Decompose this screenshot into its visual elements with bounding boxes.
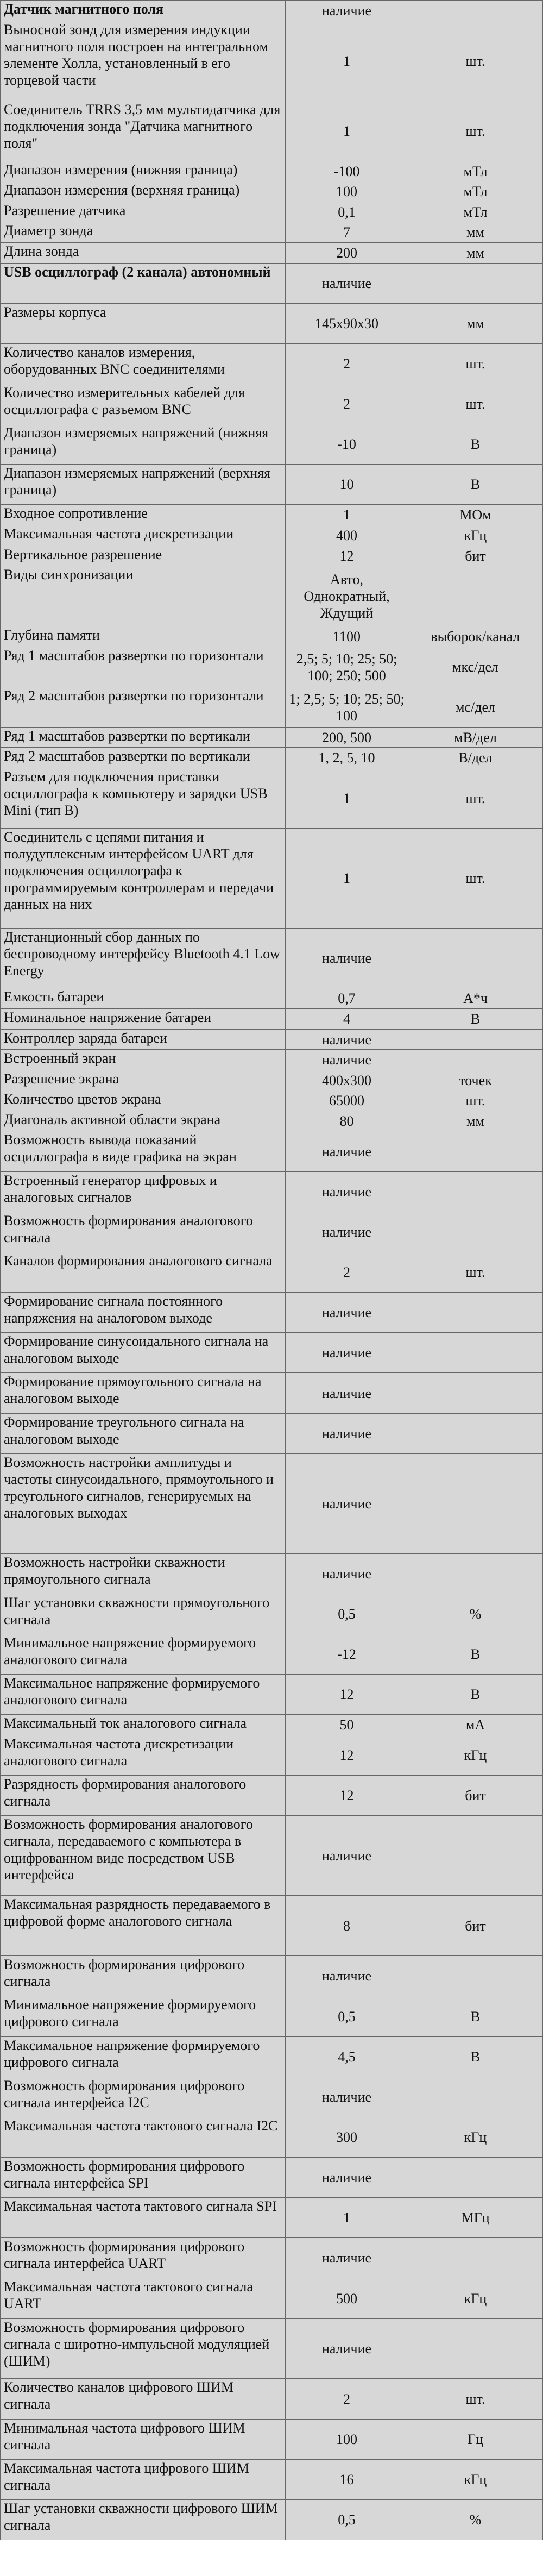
param-unit-cell [408,264,543,304]
spec-row [1,1111,543,1131]
param-unit-cell [408,1030,543,1050]
param-unit-cell [408,1172,543,1212]
spec-row [1,546,543,566]
spec-row [1,1293,543,1333]
spec-row [1,525,543,546]
param-unit-cell: мА [408,1715,543,1735]
param-name-cell: Возможность формирования цифрового сигнала интерфейса I2C [1,2077,286,2117]
spec-row [1,2420,543,2460]
param-unit-cell [408,1333,543,1373]
param-name-cell: Длина зонда [1,243,286,264]
param-name-cell: Возможность вывода показаний осциллографа в виде графика на экран [1,1131,286,1172]
param-value-cell: наличие [286,1030,408,1050]
section-row [1,264,543,304]
param-value-cell: 10 [286,465,408,505]
param-unit-cell [408,2077,543,2117]
spec-row [1,1050,543,1070]
param-name-cell: Максимальное напряжение формируемого цифрового сигнала [1,2037,286,2077]
param-value-cell: 1 [286,505,408,525]
param-name-cell: Максимальная частота дискретизации [1,525,286,546]
param-value-cell: 50 [286,1715,408,1735]
param-name-cell: Диаметр зонда [1,222,286,243]
param-name-cell: Минимальная частота цифрового ШИМ сигнала [1,2420,286,2460]
param-name-cell: Размеры корпуса [1,304,286,344]
spec-row [1,2198,543,2238]
param-value-cell: наличие [286,1373,408,1414]
param-name-cell: Количество измерительных кабелей для осциллографа с разъемом BNC [1,384,286,424]
spec-row [1,2077,543,2117]
param-value-cell: -10 [286,424,408,465]
param-name-cell: Максимальная частота тактового сигнала UART [1,2278,286,2319]
param-unit-cell [408,566,543,626]
param-value-cell: наличие [286,929,408,988]
param-name-cell: Глубина памяти [1,626,286,647]
spec-row [1,1030,543,1050]
spec-row [1,1735,543,1776]
param-value-cell: 500 [286,2278,408,2319]
param-unit-cell: бит [408,1776,543,1816]
param-name-cell: Ряд 1 масштабов развертки по горизонтали [1,647,286,687]
param-value-cell: 0,5 [286,1594,408,1634]
param-unit-cell: В [408,1675,543,1715]
spec-row [1,1554,543,1594]
param-unit-cell: шт. [408,1090,543,1111]
spec-row [1,1996,543,2037]
param-value-cell: наличие [286,2238,408,2278]
param-unit-cell: мм [408,243,543,264]
param-value-cell: 0,5 [286,1996,408,2037]
param-value-cell: наличие [286,1414,408,1454]
param-unit-cell: МГц [408,2198,543,2238]
param-unit-cell: шт. [408,2379,543,2420]
param-name-cell: Шаг установки скважности прямоугольного сигнала [1,1594,286,1634]
param-unit-cell: мВ/дел [408,728,543,748]
spec-row [1,1956,543,1996]
param-name-cell: Выносной зонд для измерения индукции магнитного поля построен на интегральном элементе Холла, установленный в его торцевой части [1,21,286,101]
param-value-cell: наличие [286,1554,408,1594]
param-name-cell: Встроенный экран [1,1050,286,1070]
param-value-cell: 12 [286,1735,408,1776]
spec-row [1,768,543,829]
param-unit-cell: В [408,465,543,505]
param-unit-cell: кГц [408,525,543,546]
param-value-cell: наличие [286,1816,408,1896]
spec-row [1,101,543,161]
spec-row [1,344,543,384]
param-name-cell: Формирование прямоугольного сигнала на аналоговом выходе [1,1373,286,1414]
spec-row [1,728,543,748]
param-value-cell: 2 [286,344,408,384]
spec-row [1,1070,543,1090]
spec-row [1,465,543,505]
param-name-cell: Возможность формирования цифрового сигнала интерфейса UART [1,2238,286,2278]
param-value-cell: наличие [286,1212,408,1252]
param-unit-cell: кГц [408,2278,543,2319]
param-unit-cell: В [408,424,543,465]
param-value-cell: 100 [286,181,408,202]
param-value-cell: 400х300 [286,1070,408,1090]
param-value-cell: наличие [286,2077,408,2117]
param-value-cell: наличие [286,1956,408,1996]
param-unit-cell: мТл [408,161,543,181]
param-unit-cell: В [408,1996,543,2037]
param-value-cell: 2 [286,2379,408,2420]
param-unit-cell: мТл [408,202,543,222]
param-unit-cell: кГц [408,2117,543,2158]
param-unit-cell [408,1131,543,1172]
spec-row [1,1594,543,1634]
param-unit-cell [408,1454,543,1554]
param-name-cell: Минимальное напряжение формируемого аналогового сигнала [1,1634,286,1675]
param-unit-cell: мс/дел [408,687,543,728]
spec-row [1,2158,543,2198]
spec-row [1,929,543,988]
param-value-cell: 8 [286,1896,408,1956]
param-name-cell: Диапазон измерения (нижняя граница) [1,161,286,181]
param-value-cell: -12 [286,1634,408,1675]
param-value-cell: 4,5 [286,2037,408,2077]
spec-row [1,1816,543,1896]
param-name-cell: Формирование синусоидального сигнала на аналоговом выходе [1,1333,286,1373]
param-name-cell: Разъем для подключения приставки осциллографа к компьютеру и зарядки USB Mini (тип B) [1,768,286,829]
param-value-cell: наличие [286,1333,408,1373]
spec-row [1,1634,543,1675]
spec-row [1,1454,543,1554]
param-unit-cell [408,1,543,21]
spec-row [1,1776,543,1816]
param-value-cell: 1 [286,101,408,161]
spec-row [1,1715,543,1735]
param-unit-cell: А*ч [408,988,543,1009]
param-value-cell: 12 [286,1776,408,1816]
param-value-cell: 2,5; 5; 10; 25; 50; 100; 250; 500 [286,647,408,687]
param-name-cell: Виды синхронизации [1,566,286,626]
param-unit-cell: выборок/канал [408,626,543,647]
spec-row [1,505,543,525]
param-unit-cell: бит [408,1896,543,1956]
param-value-cell: 1 [286,829,408,929]
param-name-cell: Встроенный генератор цифровых и аналоговых сигналов [1,1172,286,1212]
param-unit-cell [408,2238,543,2278]
param-name-cell: Формирование треугольного сигнала на аналоговом выходе [1,1414,286,1454]
spec-row [1,988,543,1009]
spec-row [1,647,543,687]
param-value-cell: наличие [286,1131,408,1172]
param-unit-cell: шт. [408,384,543,424]
param-value-cell: наличие [286,1454,408,1554]
section-row [1,1,543,21]
param-name-cell: Номинальное напряжение батареи [1,1009,286,1030]
spec-row [1,424,543,465]
param-name-cell: Максимальный ток аналогового сигнала [1,1715,286,1735]
param-unit-cell: В [408,1009,543,1030]
param-unit-cell: шт. [408,344,543,384]
param-name-cell: Возможность формирования цифрового сигнала [1,1956,286,1996]
param-unit-cell: шт. [408,768,543,829]
spec-row [1,21,543,101]
param-value-cell: 2 [286,384,408,424]
param-name-cell: Каналов формирования аналогового сигнала [1,1252,286,1293]
param-unit-cell: % [408,1594,543,1634]
param-value-cell: 200, 500 [286,728,408,748]
spec-row [1,2379,543,2420]
spec-row [1,1414,543,1454]
param-value-cell: 7 [286,222,408,243]
param-name-cell: Диагональ активной области экрана [1,1111,286,1131]
param-value-cell: 0,7 [286,988,408,1009]
param-unit-cell: мм [408,304,543,344]
param-unit-cell [408,1414,543,1454]
param-unit-cell [408,1373,543,1414]
param-value-cell: 1 [286,768,408,829]
spec-row [1,2238,543,2278]
param-value-cell: 1; 2,5; 5; 10; 25; 50; 100 [286,687,408,728]
spec-row [1,1333,543,1373]
param-value-cell: 1 [286,2198,408,2238]
param-name-cell: Максимальная частота тактового сигнала I2C [1,2117,286,2158]
param-value-cell: наличие [286,1050,408,1070]
param-unit-cell [408,1293,543,1333]
param-unit-cell: точек [408,1070,543,1090]
spec-row [1,1131,543,1172]
param-name-cell: Количество цветов экрана [1,1090,286,1111]
spec-row [1,566,543,626]
param-value-cell: 0,1 [286,202,408,222]
param-unit-cell: В [408,2037,543,2077]
spec-row [1,748,543,768]
param-value-cell: 80 [286,1111,408,1131]
param-unit-cell: Гц [408,2420,543,2460]
param-unit-cell: мм [408,1111,543,1131]
param-name-cell: Возможность формирования цифрового сигнала интерфейса SPI [1,2158,286,2198]
param-unit-cell: В [408,1634,543,1675]
spec-row [1,2278,543,2319]
param-value-cell: 12 [286,546,408,566]
param-value-cell: 65000 [286,1090,408,1111]
param-value-cell: 1100 [286,626,408,647]
param-unit-cell: мм [408,222,543,243]
param-unit-cell [408,1212,543,1252]
param-value-cell: 12 [286,1675,408,1715]
param-value-cell: наличие [286,264,408,304]
param-value-cell: 145х90х30 [286,304,408,344]
param-unit-cell [408,2158,543,2198]
spec-row [1,1675,543,1715]
spec-row [1,304,543,344]
param-value-cell: 1, 2, 5, 10 [286,748,408,768]
param-unit-cell [408,2319,543,2379]
spec-row [1,384,543,424]
param-name-cell: Ряд 1 масштабов развертки по вертикали [1,728,286,748]
param-name-cell: Дистанционный сбор данных по беспроводному интерфейсу Bluetooth 4.1 Low Energy [1,929,286,988]
param-name-cell: Разрешение экрана [1,1070,286,1090]
param-unit-cell: шт. [408,101,543,161]
param-value-cell: наличие [286,2319,408,2379]
param-unit-cell [408,1554,543,1594]
param-unit-cell: бит [408,546,543,566]
param-unit-cell: шт. [408,829,543,929]
param-name-cell: Количество каналов измерения, оборудованных BNC соединителями [1,344,286,384]
spec-row [1,2319,543,2379]
param-name-cell: Входное сопротивление [1,505,286,525]
param-unit-cell: МОм [408,505,543,525]
spec-row [1,181,543,202]
spec-row [1,161,543,181]
param-unit-cell: кГц [408,2460,543,2500]
param-name-cell: Максимальная частота дискретизации аналогового сигнала [1,1735,286,1776]
param-value-cell: 0,5 [286,2500,408,2540]
param-name-cell: Максимальное напряжение формируемого аналогового сигнала [1,1675,286,1715]
spec-row [1,1373,543,1414]
param-value-cell: 400 [286,525,408,546]
param-value-cell: 1 [286,21,408,101]
param-value-cell: наличие [286,2158,408,2198]
param-unit-cell: шт. [408,21,543,101]
param-value-cell: наличие [286,1293,408,1333]
param-name-cell: Возможность настройки амплитуды и частоты синусоидального, прямоугольного и треугольного сигналов, генерируемых на аналоговых выходах [1,1454,286,1554]
param-name-cell: Соединитель с цепями питания и полудуплексным интерфейсом UART для подключения осциллографа к программируемым контроллерам и передачи данных на них [1,829,286,929]
param-name-cell: Возможность формирования аналогового сигнала, передаваемого с компьютера в оцифрованном виде посредством USB интерфейса [1,1816,286,1896]
param-name-cell: Максимальная разрядность передаваемого в цифровой форме аналогового сигнала [1,1896,286,1956]
param-name-cell: Емкость батареи [1,988,286,1009]
param-name-cell: Количество каналов цифрового ШИМ сигнала [1,2379,286,2420]
param-value-cell: наличие [286,1172,408,1212]
param-value-cell: 100 [286,2420,408,2460]
param-name-cell: Контроллер заряда батареи [1,1030,286,1050]
spec-row [1,1252,543,1293]
param-unit-cell: мТл [408,181,543,202]
spec-row [1,222,543,243]
spec-row [1,829,543,929]
param-name-cell: Датчик магнитного поля [1,1,286,21]
param-name-cell: Разрядность формирования аналогового сигнала [1,1776,286,1816]
param-name-cell: Диапазон измерения (верхняя граница) [1,181,286,202]
param-value-cell: 300 [286,2117,408,2158]
spec-row [1,1172,543,1212]
param-name-cell: Вертикальное разрешение [1,546,286,566]
spec-row [1,1009,543,1030]
param-name-cell: Максимальная частота тактового сигнала SPI [1,2198,286,2238]
param-unit-cell [408,1050,543,1070]
param-unit-cell: мкс/дел [408,647,543,687]
spec-row [1,2500,543,2540]
param-name-cell: USB осциллограф (2 канала) автономный [1,264,286,304]
spec-row [1,243,543,264]
param-name-cell: Диапазон измеряемых напряжений (верхняя граница) [1,465,286,505]
spec-row [1,1896,543,1956]
param-value-cell: 4 [286,1009,408,1030]
param-unit-cell [408,1816,543,1896]
spec-row [1,2117,543,2158]
param-name-cell: Соединитель TRRS 3,5 мм мультидатчика для подключения зонда "Датчика магнитного поля" [1,101,286,161]
param-unit-cell [408,929,543,988]
param-name-cell: Шаг установки скважности цифрового ШИМ сигнала [1,2500,286,2540]
param-value-cell: 200 [286,243,408,264]
param-name-cell: Возможность формирования цифрового сигнала с широтно-импульсной модуляцией (ШИМ) [1,2319,286,2379]
spec-row [1,2460,543,2500]
spec-row [1,1212,543,1252]
param-name-cell: Ряд 2 масштабов развертки по вертикали [1,748,286,768]
spec-row [1,687,543,728]
param-value-cell: 2 [286,1252,408,1293]
param-name-cell: Ряд 2 масштабов развертки по горизонтали [1,687,286,728]
spec-table-body [1,1,543,2540]
spec-row [1,2037,543,2077]
spec-row [1,202,543,222]
param-unit-cell: % [408,2500,543,2540]
param-name-cell: Возможность формирования аналогового сигнала [1,1212,286,1252]
param-unit-cell: шт. [408,1252,543,1293]
param-name-cell: Диапазон измеряемых напряжений (нижняя граница) [1,424,286,465]
param-value-cell: наличие [286,1,408,21]
param-value-cell: Авто, Однократный, Ждущий [286,566,408,626]
param-name-cell: Возможность настройки скважности прямоугольного сигнала [1,1554,286,1594]
spec-row [1,626,543,647]
param-unit-cell [408,1956,543,1996]
spec-row [1,1090,543,1111]
param-name-cell: Разрешение датчика [1,202,286,222]
param-value-cell: -100 [286,161,408,181]
param-name-cell: Минимальное напряжение формируемого цифрового сигнала [1,1996,286,2037]
param-unit-cell: кГц [408,1735,543,1776]
param-unit-cell: В/дел [408,748,543,768]
param-value-cell: 16 [286,2460,408,2500]
param-name-cell: Формирование сигнала постоянного напряжения на аналоговом выходе [1,1293,286,1333]
param-name-cell: Максимальная частота цифрового ШИМ сигнала [1,2460,286,2500]
